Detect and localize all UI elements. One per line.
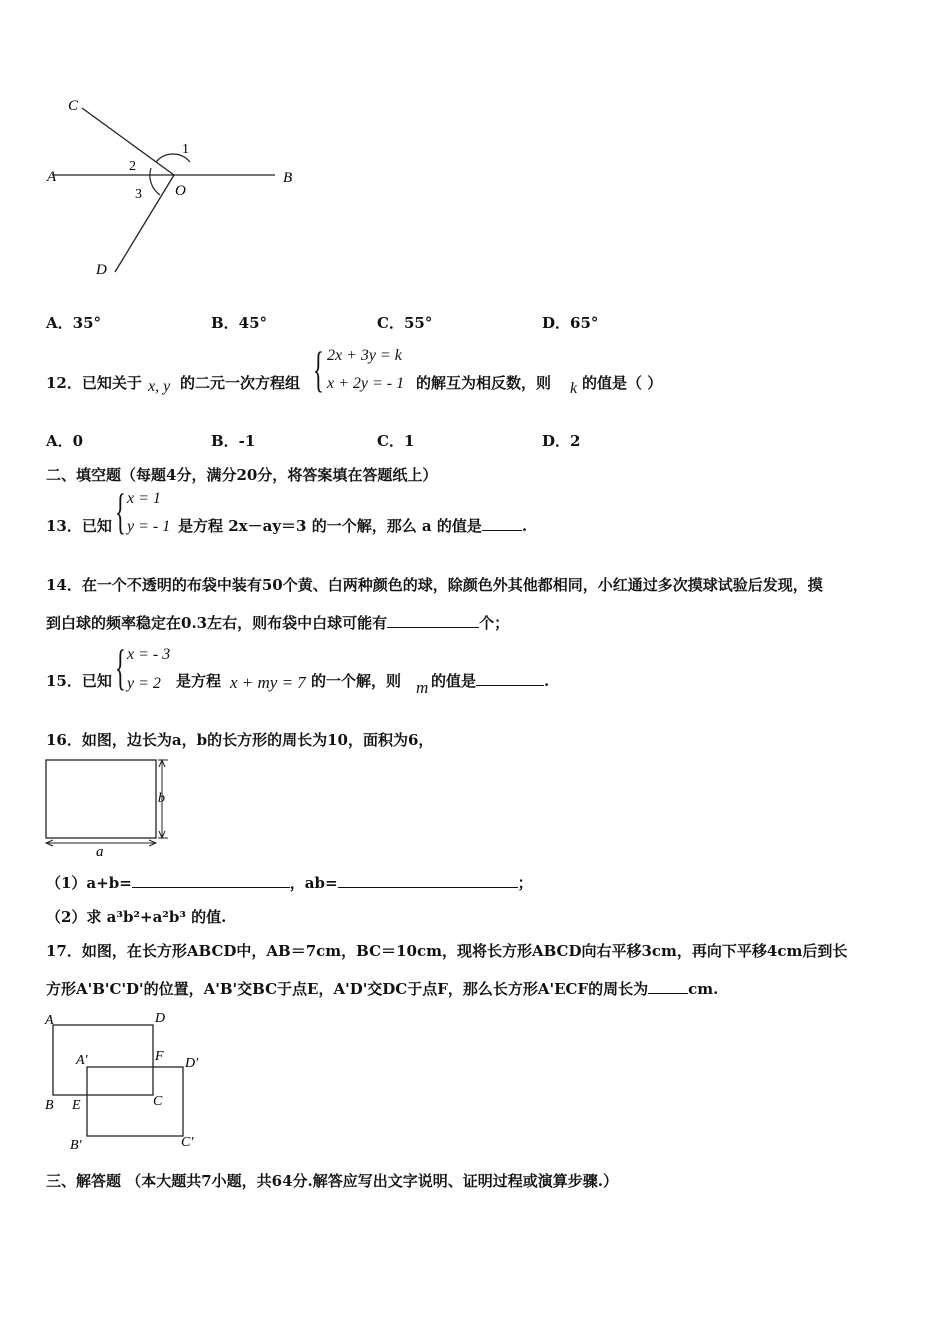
q12-eq1: 2x + 3y = k — [327, 347, 402, 364]
q15-m: m — [416, 678, 429, 697]
rectangle-abcd — [53, 1025, 153, 1095]
q15-end — [431, 670, 549, 691]
q12-eq2: x + 2y = - 1 — [327, 375, 405, 392]
q13-eq2: y = - 1 — [127, 518, 171, 535]
label-a: A — [45, 1013, 54, 1028]
q15-answer-blank[interactable] — [476, 684, 544, 686]
q16-sub1 — [46, 872, 533, 893]
q15-suffix: 的一个解，则 — [311, 672, 402, 690]
angle-figure — [40, 90, 310, 285]
label-e: E — [72, 1098, 81, 1113]
q17-line2-end: cm. — [688, 980, 719, 998]
q16-sub1-prefix: （1）a+b= — [46, 874, 132, 892]
q15-dot: . — [544, 672, 550, 690]
rectangle-ab-figure — [40, 755, 180, 857]
q12-option-a: A．0 — [46, 432, 84, 450]
q15-end-text: 的值是 — [431, 672, 477, 690]
q12-brace: { — [313, 341, 324, 397]
q12-vars: x, y — [148, 378, 171, 395]
label-f: F — [155, 1049, 164, 1064]
q15-prefix: 15．已知 — [46, 672, 112, 690]
q17-line2 — [46, 978, 718, 999]
q16-sub1-mid: ，ab= — [289, 874, 338, 892]
label-2: 2 — [129, 159, 136, 174]
q11-option-a: A．35° — [46, 314, 102, 332]
ray-oc — [82, 108, 174, 175]
q17-line2-text: 方形A'B'C'D'的位置，A'B'交BC于点E，A'D'交DC于点F，那么长方形A'ECF的周长为 — [46, 980, 649, 998]
q15-eq1: x = - 3 — [127, 646, 171, 663]
q15-equation: x + my = 7 — [230, 673, 306, 692]
q14-answer-blank[interactable] — [387, 626, 479, 628]
section-3-heading: 三、解答题 （本大题共7小题，共64分.解答应写出文字说明、证明过程或演算步骤.） — [46, 1172, 618, 1190]
q16-sub2: （2）求 a³b²+a²b³ 的值. — [46, 908, 227, 926]
q11-option-d: D．65° — [542, 314, 599, 332]
label-c-prime: C′ — [181, 1135, 194, 1150]
q13-text — [178, 515, 527, 536]
label-3: 3 — [135, 187, 142, 202]
arc-angle-23 — [150, 168, 160, 195]
q12-end: 的值是（ ） — [582, 374, 663, 392]
label-b-side: b — [158, 791, 165, 806]
q12-k: k — [570, 380, 578, 397]
q15-brace: { — [115, 639, 126, 695]
q12-option-c: C．1 — [377, 432, 415, 450]
label-o: O — [175, 183, 186, 199]
q16-text: 16．如图，边长为a，b的长方形的周长为10，面积为6， — [46, 731, 434, 749]
q13-statement: 是方程 2x－ay＝3 的一个解，那么 a 的值是 — [178, 517, 482, 535]
label-c: C — [68, 98, 79, 114]
q15-mid: 是方程 — [176, 672, 222, 690]
label-a-side: a — [96, 844, 104, 857]
q12-mid: 的二元一次方程组 — [180, 374, 301, 392]
q15-eq2: y = 2 — [127, 675, 161, 692]
q13-prefix: 13．已知 — [46, 517, 112, 535]
q12-option-b: B．-1 — [211, 432, 256, 450]
section-2-heading: 二、填空题（每题4分，满分20分，将答案填在答题纸上） — [46, 466, 438, 484]
q14-line2-end: 个； — [479, 614, 510, 632]
q17-line1: 17．如图，在长方形ABCD中，AB＝7cm，BC＝10cm，现将长方形ABCD向右平移3cm，再向下平移4cm后到长 — [46, 942, 848, 960]
q13-brace: { — [115, 483, 126, 539]
q13-answer-blank[interactable] — [482, 529, 522, 531]
q13-end: . — [521, 517, 528, 535]
q14-line2-text: 到白球的频率稳定在0.3左右，则布袋中白球可能有 — [46, 614, 388, 632]
q12-prefix: 12．已知关于 — [46, 374, 142, 392]
q14-line1: 14．在一个不透明的布袋中装有50个黄、白两种颜色的球，除颜色外其他都相同，小红通过多次摸球试验后发现，摸 — [46, 576, 823, 594]
q13-eq1: x = 1 — [127, 490, 161, 507]
label-b: B — [45, 1098, 54, 1113]
label-1: 1 — [182, 142, 189, 157]
q16-sub1-end: ； — [517, 874, 533, 892]
q14-line2 — [46, 612, 509, 633]
label-b-prime: B′ — [70, 1138, 82, 1153]
ray-od — [115, 175, 174, 272]
q16-blank-product[interactable] — [338, 886, 518, 888]
label-d: D — [96, 262, 107, 278]
label-d: D — [155, 1011, 166, 1026]
rectangle — [46, 760, 156, 838]
q11-option-b: B．45° — [211, 314, 268, 332]
q16-blank-sum[interactable] — [132, 886, 290, 888]
q11-option-c: C．55° — [377, 314, 433, 332]
translation-figure — [40, 1005, 210, 1155]
q17-answer-blank[interactable] — [648, 992, 688, 994]
label-c: C — [153, 1094, 163, 1109]
label-b: B — [283, 170, 293, 186]
label-a-prime: A′ — [76, 1053, 88, 1068]
rectangle-a1b1c1d1 — [87, 1067, 183, 1136]
q12-suffix: 的解互为相反数，则 — [416, 374, 552, 392]
label-d-prime: D′ — [185, 1056, 199, 1071]
label-a: A — [47, 169, 57, 185]
q12-option-d: D．2 — [542, 432, 581, 450]
